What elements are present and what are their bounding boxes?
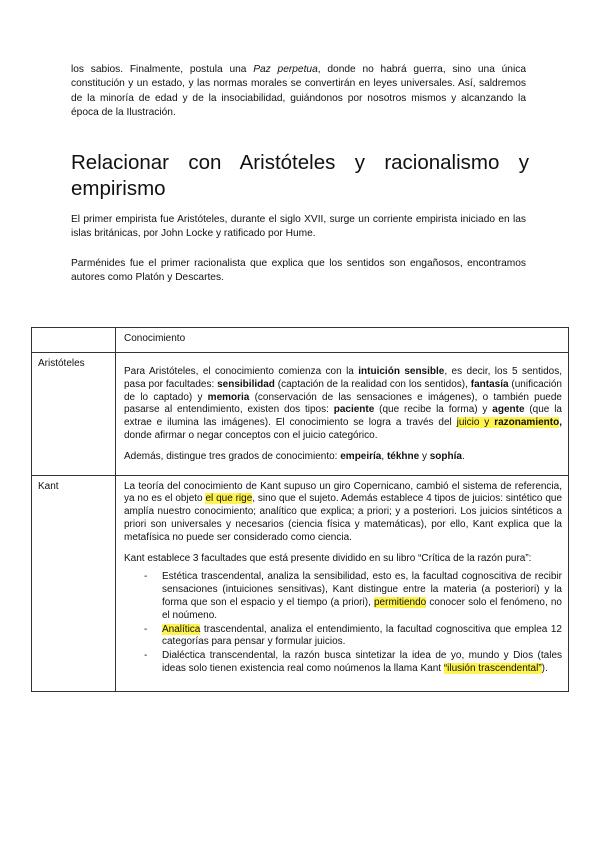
highlight: permitiendo [373,596,427,608]
table-row [32,353,569,476]
text: los sabios. Finalmente, postula una [71,64,254,75]
highlight: Analítica [162,623,201,635]
list-item: - Analítica trascendental, analiza el entendimiento, la facultad cognoscitiva que emplea 12 categorías para pensar y formular juicios. [162,624,562,650]
highlight: el que rige [205,493,253,505]
list-item: - Dialéctica transcendental, la razón busca sintetizar la idea de yo, mundo y Dios (tales ideas solo tienen existencia real como noúmenos la llama Kant “ilusión trascendental”). [162,650,562,676]
kant-facultades-intro: Kant establece 3 facultades que está presente dividido en su libro “Crítica de la razón pura”: [124,552,532,564]
emphasis: Paz perpetua [253,64,318,75]
paragraph-empirismo: El primer empirista fue Aristóteles, durante el siglo XVII, surge un corriente empirista iniciado en las islas británicas, por John Locke y ratificado por Hume. [71,214,526,240]
text: , donde no habrá guerra, sino una única constitución y un estado, y las normas morales se convertirán en leyes universales. Así, saldremos de la minoría de edad y de la insociabilidad, guiándonos por nosotros mismos y alcanzando la época de la Ilustración. [71,64,526,119]
facultades-list [124,571,562,675]
table-header-empty [32,328,116,353]
kant-paragraph: La teoría del conocimiento de Kant supuso un giro Copernicano, cambió el sistema de referencia, ya no es el objeto el que rige, sino que el sujeto. Además establece 4 tipos de juicios: sintético que amplía nuestro conocimiento; analítico que explica; a priori; y a posteriori. Los juicios sintéticos a priori son universales y necesarios (ciencia física y matemáticas), por ello, Kant explica que la metafísica no puede ser considerado como ciencia. [124,480,563,543]
knowledge-table [31,327,569,692]
aristoteles-paragraph: Para Aristóteles, el conocimiento comienza con la intuición sensible, es decir, los 5 sentidos, pasa por facultades: sensibilidad (captación de la realidad con los sentidos), fantasía (unificación de lo captado) y memoria (conservación de las sensaciones e imágenes), o también puede pasarse al entendimiento, existen dos tipos: paciente (que recibe la forma) y agente (que la extrae e ilumina las imágenes). El conocimiento se logra a través del juicio y razonamiento, donde afirmar o negar conceptos con el juicio categórico. [124,366,562,441]
table-header-conocimiento: Conocimiento [116,328,569,353]
list-item: - Estética trascendental, analiza la sensibilidad, esto es, la facultad cognoscitiva de recibir sensaciones (intuiciones sensitivas), Kant distingue entre la materia (a posteriori) y la forma que son el espacio y el tiempo (a priori), permitiendo conocer solo el fenómeno, no el noúmeno. [162,571,562,622]
cell-kant [116,475,569,691]
section-heading: Relacionar con Aristóteles y racionalismo y empirismo [71,151,529,200]
intro-paragraph [71,63,526,121]
table-row [32,475,569,691]
table-header-row [32,328,569,353]
cell-aristoteles [116,353,569,476]
grados-paragraph: Además, distingue tres grados de conocimiento: empeiría, tékhne y sophía. [124,450,465,462]
paragraph-racionalismo: Parménides fue el primer racionalista que explica que los sentidos son engañosos, encontramos autores como Platón y Descartes. [71,258,526,284]
row-label-aristoteles: Aristóteles [32,353,116,476]
row-label-kant: Kant [32,475,116,691]
highlight: juicio y razonamiento [456,417,560,429]
highlight: “ilusión trascendental” [443,662,542,674]
